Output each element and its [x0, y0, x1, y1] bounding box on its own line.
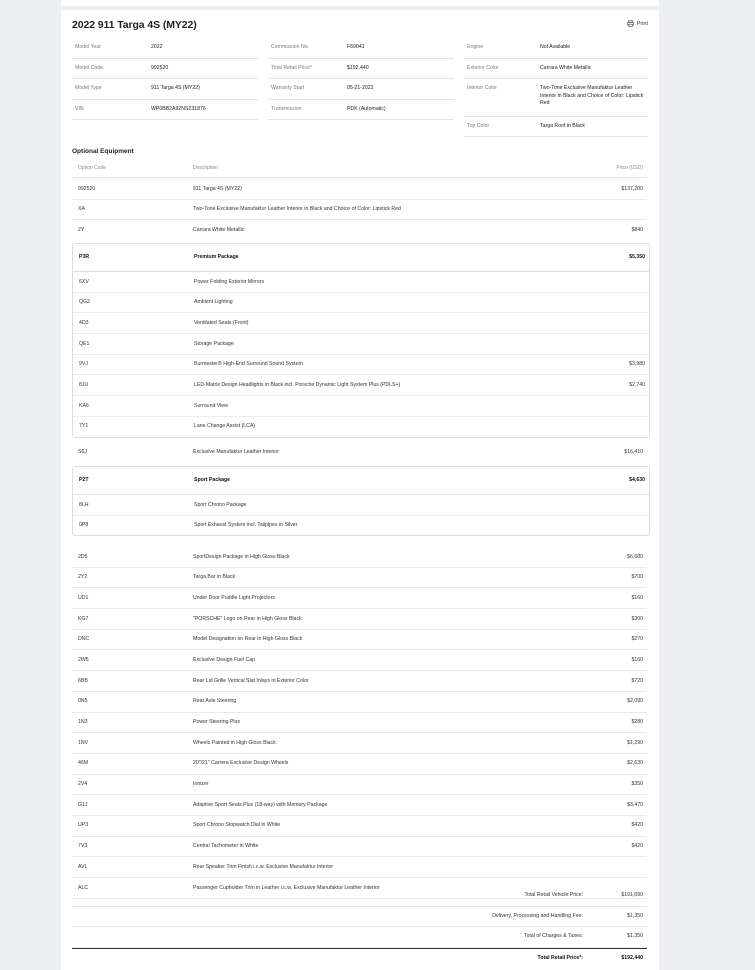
option-description: Two-Tone Exclusive Manufaktur Leather Interior in Black and Choice of Color: Lipstick Red: [193, 206, 401, 213]
option-code: 992520: [78, 185, 96, 192]
spec-row: [464, 59, 648, 80]
option-price: $5,350: [629, 254, 645, 260]
option-description: LED-Matrix Design Headlights in Black incl. Porsche Dynamic Light System Plus (PDLS+): [194, 381, 401, 388]
table-row: [72, 837, 647, 858]
total-label: Total Retail Price*:: [537, 954, 583, 961]
table-row: [73, 375, 649, 396]
equipment-rows-b: [72, 442, 647, 464]
table-row: [73, 495, 649, 516]
total-value: $1,350: [627, 933, 643, 939]
table-row: [72, 692, 647, 713]
spec-row: [72, 100, 258, 121]
spec-row: [464, 38, 648, 59]
option-price: $1,290: [627, 739, 643, 746]
option-price: $3,980: [629, 361, 645, 368]
option-description: Rear Axle Steering: [193, 698, 237, 705]
spec-row: [72, 79, 258, 100]
package-header-row: [73, 467, 649, 495]
spec-label: Engine: [467, 44, 484, 50]
option-description: Wheels Painted in High Gloss Black: [193, 739, 276, 746]
spec-label: Interior Color: [467, 85, 497, 91]
option-code: 2W6: [78, 656, 89, 663]
option-description: Storage Package: [194, 340, 234, 347]
equipment-table-header: [72, 160, 647, 178]
option-description: Rear Speaker Trim Finish i.c.w. Exclusive Manufaktur Interior: [193, 863, 334, 870]
option-price: $3,470: [627, 801, 643, 808]
option-code: 9VJ: [79, 361, 88, 368]
total-label: Total Retail Vehicle Price:: [524, 892, 583, 898]
spec-row: [268, 38, 454, 59]
option-code: 1N3: [78, 719, 88, 725]
option-price: $160: [631, 594, 643, 601]
option-code: 4D3: [79, 319, 89, 326]
top-strip: [61, 0, 659, 6]
option-description: Carrara White Metallic: [193, 226, 245, 233]
option-description: "PORSCHE" Logo on Rear in High Gloss Black: [193, 615, 302, 622]
option-price: $4,630: [629, 477, 645, 483]
spec-row: [72, 59, 258, 80]
spec-row: [268, 100, 454, 121]
option-price: $300: [631, 615, 643, 622]
option-code: 2D5: [78, 553, 88, 560]
option-description: Sport Chrono Package: [194, 501, 247, 508]
option-description: Lane Change Assist (LCA): [194, 423, 256, 430]
option-code: 0P8: [79, 522, 89, 529]
option-description: Sport Package: [194, 477, 231, 483]
table-row: [72, 795, 647, 816]
table-row: [72, 816, 647, 837]
table-row: [72, 733, 647, 754]
spec-value: F69041: [347, 44, 365, 50]
option-code: 8LH: [79, 501, 89, 508]
option-code: 2V4: [78, 781, 88, 788]
option-price: $700: [631, 574, 643, 581]
option-code: 2Y2: [78, 574, 88, 581]
option-description: SportDesign Package in High Gloss Black: [193, 553, 290, 560]
option-description: 911 Targa 4S (MY22): [193, 185, 242, 192]
table-row: [72, 220, 647, 240]
option-price: $840: [631, 226, 643, 233]
page-title: 2022 911 Targa 4S (MY22): [72, 19, 197, 31]
spec-label: Commission No.: [271, 44, 310, 50]
spec-value: PDK (Automatic): [347, 105, 386, 112]
option-description: Sport Exhaust System incl. Tailpipes in Silver: [194, 522, 298, 529]
spec-value: 992520: [151, 64, 169, 71]
option-code: UD1: [78, 594, 89, 601]
option-price: $270: [631, 636, 643, 643]
premium-package-group: [72, 243, 650, 438]
spec-column-2: [268, 38, 454, 120]
option-description: Burmester® High-End Surround Sound System: [194, 361, 303, 368]
spec-label: Model Type: [75, 85, 102, 91]
sport-package-group: [72, 466, 650, 536]
table-row: [72, 200, 647, 221]
spec-label: Model Year: [75, 44, 101, 50]
option-price: $350: [631, 781, 643, 788]
option-price: $2,630: [627, 760, 643, 767]
option-code: G1J: [78, 801, 88, 808]
option-code: 0N5: [78, 698, 88, 705]
option-code: 2Y: [78, 226, 85, 233]
spec-row: [268, 59, 454, 80]
printer-icon: [627, 20, 634, 27]
col-header-description: Description: [193, 165, 219, 171]
option-price: $2,090: [627, 698, 643, 705]
table-row: [73, 355, 649, 376]
total-value: $1,350: [627, 912, 643, 919]
table-row: [72, 650, 647, 671]
option-price: $6,680: [627, 553, 643, 560]
total-row: [72, 927, 647, 948]
option-price: $420: [631, 843, 643, 850]
spec-value: Carrara White Metallic: [540, 64, 592, 71]
option-code: XA: [78, 206, 85, 213]
print-label: Print: [636, 20, 648, 27]
option-code: S6J: [78, 448, 87, 455]
table-row: [72, 754, 647, 775]
option-description: Adaptive Sport Seats Plus (18-way) with Memory Package: [193, 801, 328, 808]
option-price: $160: [631, 656, 643, 663]
total-label: Total of Charges & Taxes:: [523, 933, 583, 939]
option-description: Premium Package: [194, 254, 239, 260]
option-price: $137,200: [621, 185, 643, 192]
total-row: [72, 886, 647, 907]
option-code: QG2: [79, 299, 90, 306]
equipment-rows-c: [72, 547, 647, 899]
table-row: [72, 713, 647, 734]
option-description: Surround View: [194, 402, 228, 409]
table-row: [72, 630, 647, 651]
package-header-row: [73, 244, 649, 272]
option-description: Model Designation on Rear in High Gloss Black: [193, 636, 303, 643]
option-code: 6BB: [78, 677, 88, 684]
table-row: [72, 547, 647, 568]
spec-value: Targa Roof in Black: [540, 122, 585, 129]
option-description: Exclusive Design Fuel Cap: [193, 656, 255, 663]
price-totals: [72, 886, 647, 968]
table-row: [73, 313, 649, 334]
table-row: [72, 442, 647, 464]
table-row: [72, 671, 647, 692]
total-value: $191,090: [621, 892, 643, 898]
option-price: $2,740: [629, 381, 645, 388]
option-price: $280: [631, 719, 643, 725]
window-sticker-card: [61, 10, 659, 970]
option-description: Rear Lid Grille Vertical Slat Inlays in Exterior Color: [193, 677, 309, 684]
option-code: P2T: [79, 477, 89, 483]
option-description: Under Door Puddle Light Projectors: [193, 594, 275, 601]
col-header-code: Option Code: [78, 165, 107, 171]
table-row: [73, 516, 649, 536]
table-row: [73, 417, 649, 437]
table-row: [72, 179, 647, 200]
total-label: Delivery, Processing and Handling Fee:: [492, 912, 583, 919]
option-code: 7Y1: [79, 423, 89, 430]
option-description: Ambient Lighting: [194, 299, 233, 306]
option-description: 20"/21" Carrera Exclusive Design Wheels: [193, 760, 289, 767]
spec-value: 05-21-2022: [347, 85, 374, 91]
option-description: Passenger Cupholder Trim in Leather i.c.w. Exclusive Manufaktur Leather Interior: [193, 884, 380, 891]
option-description: Central Tachometer in White: [193, 843, 259, 850]
option-code: 8JU: [79, 381, 89, 388]
spec-label: Model Code: [75, 64, 103, 71]
option-price: $16,410: [624, 448, 643, 455]
option-description: Power Steering Plus: [193, 719, 240, 725]
spec-row: [72, 38, 258, 59]
spec-label: Warranty Start: [271, 85, 305, 91]
option-code: 1NV: [78, 739, 89, 746]
spec-value: $192,440: [347, 64, 369, 71]
spec-value: 2022: [151, 44, 163, 50]
option-code: QE1: [79, 340, 90, 347]
option-description: Power Folding Exterior Mirrors: [194, 278, 265, 285]
option-code: DNC: [78, 636, 90, 643]
total-retail-price-row: [72, 948, 647, 969]
spec-value: WP0BB2A92NS231876: [151, 105, 206, 112]
table-row: [72, 775, 647, 796]
table-row: [73, 293, 649, 314]
option-description: Sport Chrono Stopwatch Dial in White: [193, 822, 281, 829]
spec-label: Total Retail Price*: [271, 64, 312, 71]
spec-label: Top Color: [467, 122, 490, 129]
spec-value: Two-Tone Exclusive Manufaktur Leather Interior in Black and Choice of Color: Lipstick Red: [540, 85, 644, 106]
option-code: AVL: [78, 863, 88, 870]
option-code: 46M: [78, 760, 89, 767]
equipment-rows-a: [72, 179, 647, 240]
total-value: $192,440: [621, 954, 643, 961]
table-row: [73, 396, 649, 417]
spec-row: [464, 79, 648, 117]
table-row: [72, 609, 647, 630]
option-code: KG7: [78, 615, 89, 622]
option-price: $420: [631, 822, 643, 829]
spec-label: Transmission: [271, 105, 302, 112]
spec-row: [268, 79, 454, 100]
option-code: P3R: [79, 254, 90, 260]
print-button[interactable]: [627, 20, 648, 27]
option-description: Exclusive Manufaktur Leather Interior: [193, 448, 279, 455]
option-code: 6XV: [79, 278, 89, 285]
section-title: Optional Equipment: [72, 148, 134, 155]
spec-label: Exterior Color: [467, 64, 499, 71]
table-row: [73, 272, 649, 293]
spec-row: [464, 117, 648, 137]
option-code: 7V3: [78, 843, 88, 850]
option-description: Targa Bar in Black: [193, 574, 236, 581]
option-price: $720: [631, 677, 643, 684]
table-row: [73, 334, 649, 355]
col-header-price: Price (USD): [616, 165, 643, 171]
option-code: KA6: [79, 402, 89, 409]
total-row: [72, 907, 647, 928]
table-row: [72, 568, 647, 589]
spec-value: Not Available: [540, 44, 571, 50]
spec-column-1: [72, 38, 258, 120]
spec-column-3: [464, 38, 648, 137]
option-code: ALC: [78, 884, 89, 891]
option-description: Ventilated Seats (Front): [194, 319, 249, 326]
table-row: [72, 588, 647, 609]
spec-value: 911 Targa 4S (MY22): [151, 85, 200, 91]
spec-label: VIN: [75, 105, 84, 112]
option-description: Ionizer: [193, 781, 209, 788]
table-row: [72, 857, 647, 878]
option-code: UP3: [78, 822, 89, 829]
